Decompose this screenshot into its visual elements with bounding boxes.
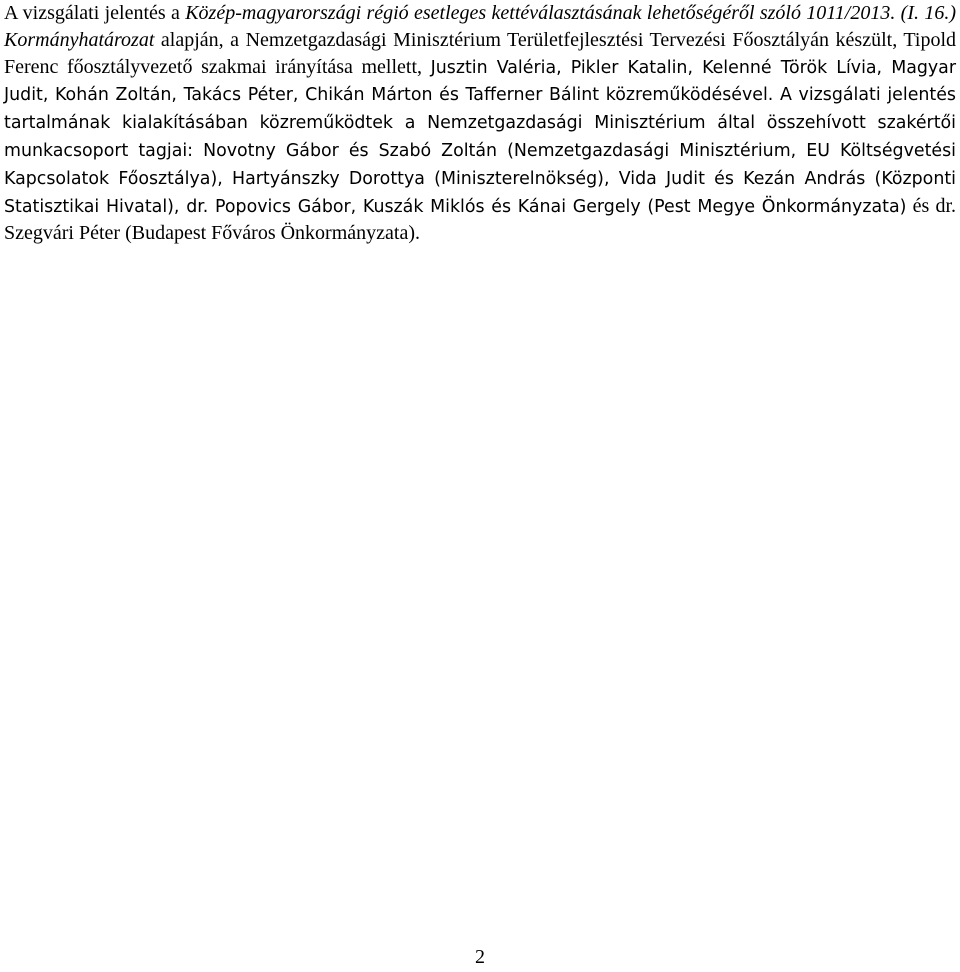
page-number: 2 [475, 946, 485, 968]
authorship-text: alapján, a Nemzetgazdasági Minisztérium Területfejlesztési Tervezési Főosztályán készült, Tipold Ferenc főosztályvezető szakmai irányítása mellett, [4, 28, 956, 78]
resolution-title: Közép-magyarországi régió esetleges kettéválasztásának lehetőségéről szóló 1011/2013. (I. 16.) Kormányhatározat [4, 2, 956, 51]
contributors-text: Jusztin Valéria, Pikler Katalin, Kelenné Török Lívia, Magyar Judit, Kohán Zoltán, Takács Péter, Chikán Márton és Tafferner Bálint közreműködésével. A vizsgálati jelentés tartalmának kialakításában közreműködtek a Nemzetgazdasági Minisztérium által összehívott szakértői munkacsoport tagjai: Novotny Gábor és Szabó Zoltán (Nemzetgazdasági Minisztérium, EU Költségvetési Kapcsolatok Főosztálya), Hartyánszky Dorottya (Miniszterelnökség), Vida Judit és Kezán András (Központi Statisztikai Hivatal), dr. Popovics Gábor, Kuszák Miklós és Kánai Gergely (Pest Megye Önkormányzata) [4, 57, 956, 217]
body-paragraph [4, 0, 956, 247]
closing-text: és dr. Szegvári Péter (Budapest Főváros Önkormányzata). [4, 194, 957, 245]
intro-text: A vizsgálati jelentés a [4, 2, 186, 24]
